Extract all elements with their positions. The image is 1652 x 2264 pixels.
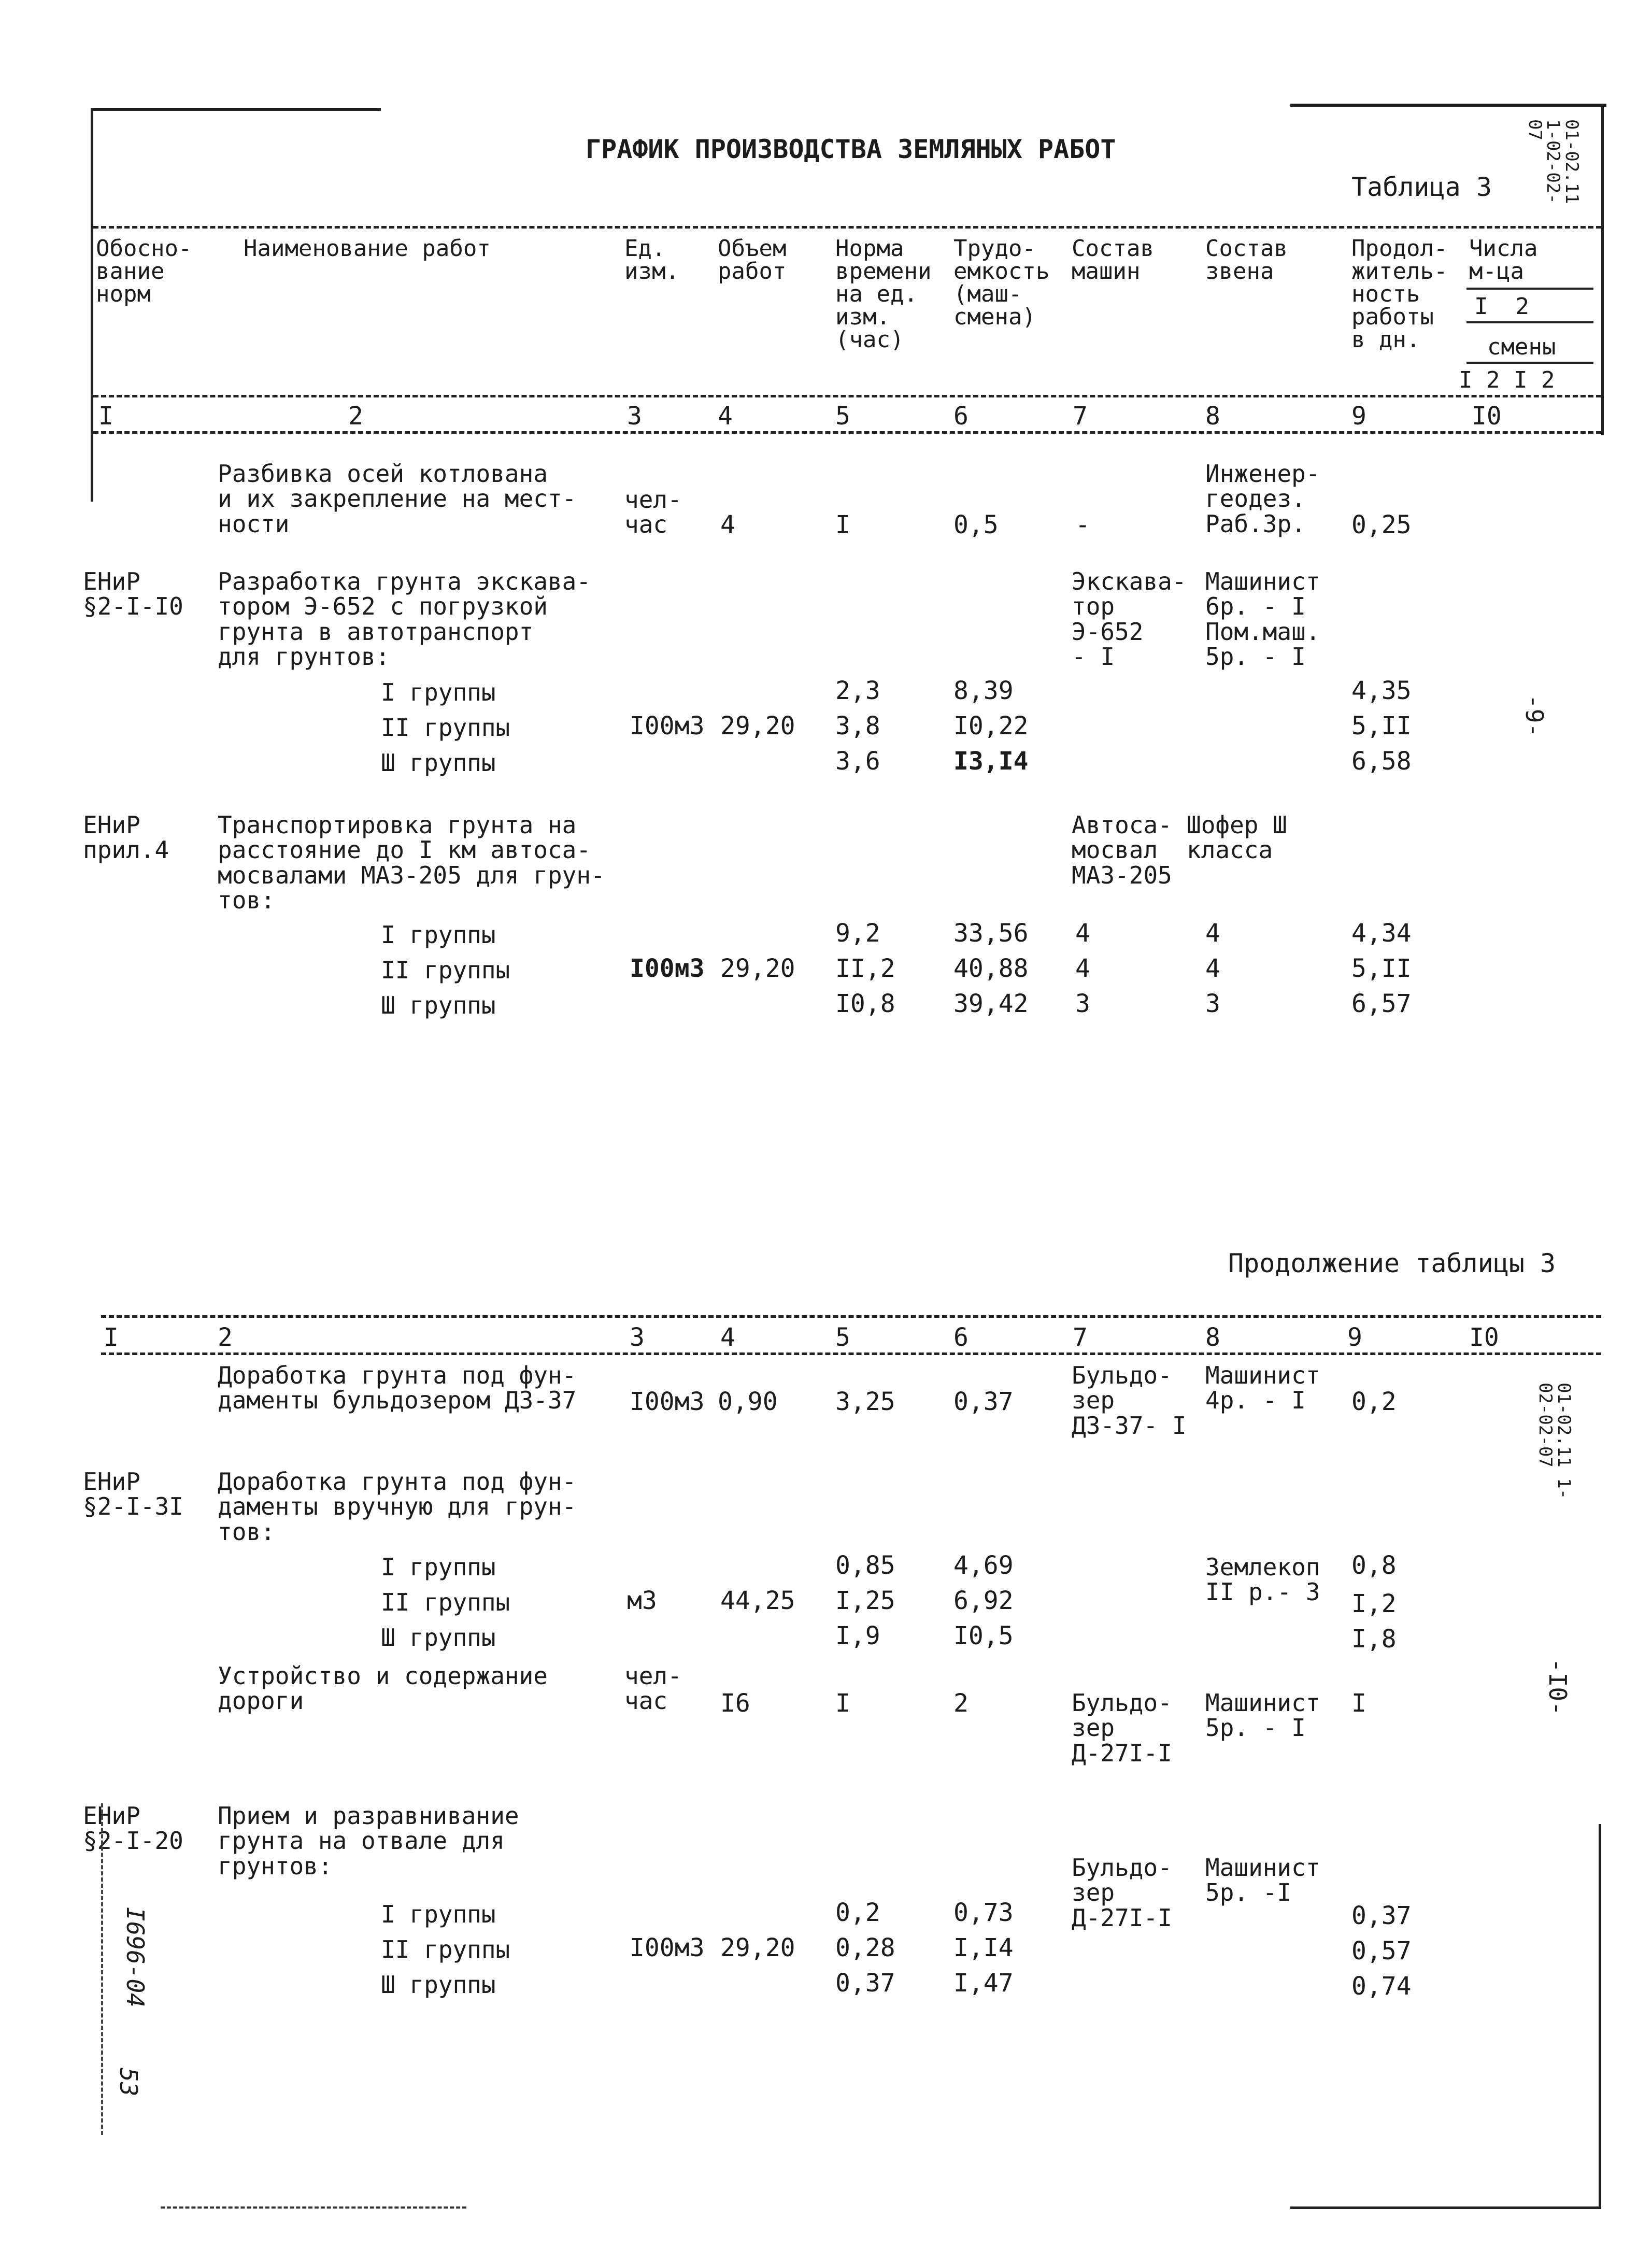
- col-number-5: 5: [835, 402, 850, 431]
- volume: I6: [720, 1689, 750, 1718]
- duration: 5,II: [1351, 954, 1412, 983]
- crew: Инженер- геодез. Раб.3р.: [1205, 460, 1320, 538]
- labor: I3,I4: [953, 747, 1029, 776]
- continuation-label: Продолжение таблицы 3: [1228, 1248, 1556, 1278]
- col-number-5: 5: [835, 1323, 850, 1352]
- header-days-sub1: I 2: [1474, 293, 1529, 320]
- soil-group: I группы: [381, 678, 496, 706]
- duration: 0,57: [1351, 1936, 1412, 1966]
- col-number-1: I: [98, 402, 113, 431]
- work-name: Доработка грунта под фун- даменты вручную для грун- тов:: [218, 1468, 577, 1546]
- duration: 6,58: [1351, 747, 1412, 776]
- header-unit: Ед. изм.: [624, 235, 679, 284]
- col-number-2: 2: [348, 402, 363, 431]
- table-label: Таблица 3: [1351, 172, 1492, 202]
- labor: 33,56: [953, 919, 1029, 948]
- soil-group: Ш группы: [381, 1971, 496, 1999]
- bottom-border: [1290, 2206, 1601, 2209]
- machines: Бульдо- зер Д-27I-I: [1072, 1689, 1172, 1767]
- unit: I00м3: [630, 711, 705, 741]
- volume: 29,20: [720, 954, 795, 983]
- margin-page: 53: [115, 2068, 143, 2097]
- crew: 4: [1205, 919, 1220, 948]
- page-number: -9-: [1520, 694, 1548, 738]
- soil-group: II группы: [381, 1588, 510, 1616]
- work-name: Разработка грунта экскава- тором Э-652 с погрузкой грунта в автотранспорт для грунтов:: [218, 567, 591, 671]
- crew: Машинист 4р. - I: [1205, 1361, 1320, 1415]
- duration: 6,57: [1351, 989, 1412, 1018]
- labor: 0,37: [953, 1387, 1014, 1416]
- soil-group: I группы: [381, 921, 496, 949]
- col-number-6: 6: [953, 1323, 969, 1352]
- unit: чел- час: [624, 486, 682, 539]
- duration: 0,74: [1351, 1972, 1412, 2001]
- soil-group: Ш группы: [381, 1624, 496, 1651]
- norm: 0,28: [835, 1933, 895, 1962]
- soil-group: II группы: [381, 714, 510, 742]
- left-border: [91, 108, 93, 502]
- machines: Бульдо- зер Д-27I-I: [1072, 1854, 1172, 1932]
- cont-header-top-rule: [101, 1315, 1601, 1318]
- unit: I00м3: [630, 1387, 705, 1416]
- machines: 4: [1075, 954, 1090, 983]
- top-border-left: [91, 108, 381, 111]
- crew: 4: [1205, 954, 1220, 983]
- basis: ЕНиР §2-I-I0: [83, 567, 183, 621]
- norm: I: [835, 510, 850, 539]
- header-days: Числа м-ца: [1469, 235, 1538, 284]
- duration: 5,II: [1351, 711, 1412, 741]
- col-number-3: 3: [630, 1323, 645, 1352]
- labor: 0,5: [953, 510, 999, 539]
- header-shifts: смены: [1487, 334, 1556, 360]
- machines: Бульдо- зер ДЗ-37- I: [1072, 1361, 1187, 1440]
- machines: Экскава- тор Э-652 - I: [1072, 567, 1187, 671]
- labor: I0,22: [953, 711, 1029, 741]
- col-number-4: 4: [720, 1323, 735, 1352]
- labor: 39,42: [953, 989, 1029, 1018]
- duration: 0,8: [1351, 1551, 1397, 1580]
- volume: 4: [720, 510, 735, 539]
- doc-code: 01-02.11 1-02-02-07: [1524, 119, 1582, 215]
- page-number: -I0-: [1544, 1658, 1572, 1716]
- crew: Машинист 6р. - I Пом.маш. 5р. - I: [1205, 567, 1320, 671]
- bottom-right-border: [1599, 1824, 1601, 2208]
- header-mid-rule: [93, 395, 1601, 397]
- unit: I00м3: [630, 954, 705, 983]
- doc-code: 01-02.11 1-02-02-07: [1535, 1383, 1574, 1500]
- duration: 4,35: [1351, 676, 1412, 705]
- norm: II,2: [835, 954, 895, 983]
- crew: Шофер Ш класса: [1187, 811, 1287, 864]
- header-shift-numbers: I 2 I 2: [1459, 367, 1555, 393]
- norm: I,9: [835, 1621, 880, 1650]
- machines: Автоса- мосвал МАЗ-205: [1072, 811, 1172, 889]
- labor: I0,5: [953, 1621, 1014, 1650]
- duration: 0,25: [1351, 510, 1412, 539]
- machines: -: [1075, 510, 1090, 539]
- labor: 6,92: [953, 1586, 1014, 1615]
- norm: 0,37: [835, 1969, 895, 1998]
- col-number-8: 8: [1205, 1323, 1220, 1352]
- labor: I,I4: [953, 1933, 1014, 1962]
- col-number-7: 7: [1073, 402, 1088, 431]
- norm: 3,25: [835, 1387, 895, 1416]
- soil-group: Ш группы: [381, 991, 496, 1019]
- table-title: ГРАФИК ПРОИЗВОДСТВА ЗЕМЛЯНЫХ РАБОТ: [586, 134, 1116, 164]
- norm: 0,2: [835, 1898, 880, 1927]
- header-days-rule3: [1466, 362, 1593, 364]
- bottom-left-dash: [161, 2206, 466, 2209]
- col-number-9: 9: [1351, 402, 1366, 431]
- labor: I,47: [953, 1969, 1014, 1998]
- duration: 4,34: [1351, 919, 1412, 948]
- crew: Машинист 5р. -I: [1205, 1854, 1320, 1907]
- header-bottom-rule: [93, 431, 1601, 434]
- work-name: Транспортировка грунта на расстояние до I км автоса- мосвалами МАЗ-205 для грун- тов:: [218, 811, 605, 914]
- volume: 44,25: [720, 1586, 795, 1615]
- norm: I,25: [835, 1586, 895, 1615]
- machines: 3: [1075, 989, 1090, 1018]
- header-basis: Обосно- вание норм: [96, 235, 192, 307]
- work-name: Устройство и содержание дороги: [218, 1662, 548, 1715]
- labor: 40,88: [953, 954, 1029, 983]
- norm: I: [835, 1689, 850, 1718]
- col-number-10: I0: [1469, 1323, 1499, 1352]
- norm: 9,2: [835, 919, 880, 948]
- labor: 0,73: [953, 1898, 1014, 1927]
- header-machines: Состав машин: [1072, 235, 1154, 284]
- col-number-10: I0: [1472, 402, 1502, 431]
- basis: ЕНиР §2-I-20: [83, 1802, 183, 1855]
- labor: 2: [953, 1689, 969, 1718]
- labor: 8,39: [953, 676, 1014, 705]
- crew: Машинист 5р. - I: [1205, 1689, 1320, 1742]
- unit: чел- час: [624, 1662, 682, 1715]
- col-number-9: 9: [1347, 1323, 1362, 1352]
- norm: I0,8: [835, 989, 895, 1018]
- header-crew: Состав звена: [1205, 235, 1288, 284]
- volume: 0,90: [718, 1387, 778, 1416]
- norm: 0,85: [835, 1551, 895, 1580]
- top-border-right: [1290, 104, 1606, 107]
- machines: 4: [1075, 919, 1090, 948]
- header-days-rule2: [1466, 321, 1593, 323]
- crew: Землекоп II р.- 3: [1205, 1553, 1320, 1606]
- col-number-1: I: [104, 1323, 119, 1352]
- header-labor: Трудо- емкость (маш- смена): [953, 235, 1050, 330]
- header-duration: Продол- житель- ность работы в дн.: [1351, 235, 1448, 353]
- labor: 4,69: [953, 1551, 1014, 1580]
- header-work-name: Наименование работ: [244, 235, 491, 262]
- soil-group: II группы: [381, 1935, 510, 1963]
- norm: 3,8: [835, 711, 880, 741]
- soil-group: Ш группы: [381, 749, 496, 777]
- col-number-6: 6: [953, 402, 969, 431]
- header-top-rule: [93, 226, 1601, 229]
- basis: ЕНиР §2-I-3I: [83, 1468, 183, 1521]
- header-volume: Объем работ: [718, 235, 787, 284]
- duration: 0,37: [1351, 1901, 1412, 1930]
- work-name: Доработка грунта под фун- даменты бульдозером ДЗ-37: [218, 1361, 577, 1415]
- work-name: Разбивка осей котлована и их закрепление на мест- ности: [218, 460, 577, 538]
- col-number-3: 3: [627, 402, 642, 431]
- norm: 2,3: [835, 676, 880, 705]
- left-margin-dash: [101, 1803, 103, 2135]
- volume: 29,20: [720, 1933, 795, 1962]
- col-number-8: 8: [1205, 402, 1220, 431]
- basis: ЕНиР прил.4: [83, 811, 169, 864]
- cont-header-bottom-rule: [101, 1352, 1601, 1355]
- duration: 0,2: [1351, 1387, 1397, 1416]
- duration: I,8: [1351, 1625, 1397, 1654]
- norm: 3,6: [835, 747, 880, 776]
- col-number-4: 4: [718, 402, 733, 431]
- header-days-rule1: [1466, 288, 1593, 290]
- duration: I,2: [1351, 1589, 1397, 1618]
- crew: 3: [1205, 989, 1220, 1018]
- col-number-2: 2: [218, 1323, 233, 1352]
- right-border: [1601, 104, 1604, 435]
- duration: I: [1351, 1689, 1366, 1718]
- work-name: Прием и разравнивание грунта на отвале для грунтов:: [218, 1802, 519, 1880]
- soil-group: I группы: [381, 1553, 496, 1581]
- col-number-7: 7: [1073, 1323, 1088, 1352]
- margin-code: I696-04: [121, 1907, 149, 2007]
- soil-group: II группы: [381, 956, 510, 984]
- header-norm: Норма времени на ед. изм. (час): [835, 235, 932, 353]
- unit: I00м3: [630, 1933, 705, 1962]
- soil-group: I группы: [381, 1900, 496, 1928]
- volume: 29,20: [720, 711, 795, 741]
- unit: м3: [627, 1586, 657, 1615]
